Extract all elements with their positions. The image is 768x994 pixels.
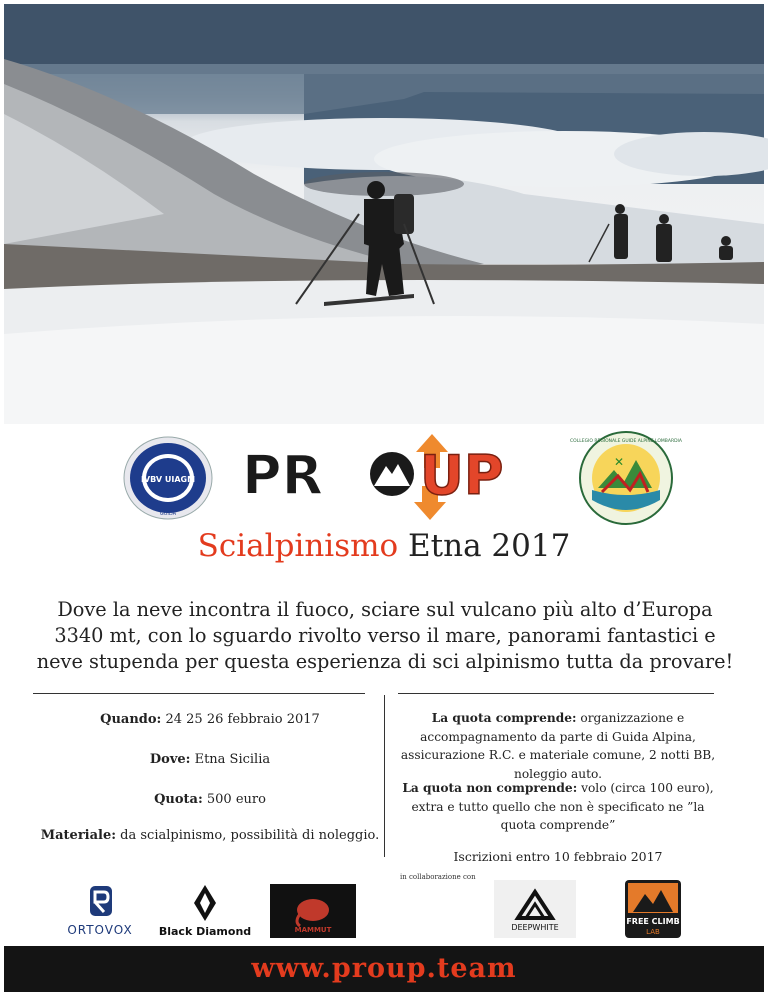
iscrizioni-deadline: Iscrizioni entro 10 febbraio 2017 <box>453 849 663 864</box>
comprende-label: La quota comprende: <box>431 711 577 725</box>
collegio-guide-alpine-logo <box>570 430 682 526</box>
free-climb-lab-logo <box>625 880 681 938</box>
divider-vertical <box>384 695 385 857</box>
quota-value: 500 euro <box>202 792 266 807</box>
quota-info <box>40 792 380 807</box>
materiale-label: Materiale: <box>40 828 117 843</box>
footer-bar <box>4 946 764 992</box>
mammut-text: MAMMUT <box>294 926 332 934</box>
collaborazione-label: in collaborazione con <box>400 873 476 881</box>
title-part1: Scialpinismo <box>197 528 399 564</box>
divider-right <box>398 693 714 694</box>
dove-info <box>40 752 380 767</box>
svg-text:✕: ✕ <box>614 455 625 469</box>
collegio-text: COLLEGIO REGIONALE GUIDE ALPINE LOMBARDIA <box>570 439 682 444</box>
ivbv-small-text: GUIDA <box>159 511 177 517</box>
divider-left <box>33 693 365 694</box>
materiale-value: da scialpinismo, possibilità di noleggio. <box>116 828 380 843</box>
black-diamond-logo <box>160 883 250 939</box>
materiale-info <box>40 828 380 843</box>
deepwhite-text: DEEPWHITE <box>511 923 559 932</box>
hero-photo <box>4 4 764 424</box>
proup-logo <box>240 428 540 524</box>
mammut-logo <box>270 884 356 938</box>
proup-up-text: UP <box>420 444 504 507</box>
quando-label: Quando: <box>100 712 162 727</box>
dove-label: Dove: <box>149 752 191 767</box>
dove-value: Etna Sicilia <box>190 752 271 767</box>
deepwhite-logo <box>494 880 576 938</box>
comprende-text: organizzazione e accompagnamento da parte di Guida Alpina, assicurazione R.C. e materiale comune, 2 notti BB, noleggio auto. <box>400 711 716 781</box>
quota-non-comprende <box>398 779 718 835</box>
freeclimb-sub-text: LAB <box>646 928 660 936</box>
intro-paragraph: Dove la neve incontra il fuoco, sciare sul vulcano più alto d’Europa 3340 mt, con lo sguardo rivolto verso il mare, panorami fantastici e neve stupenda per questa esperienza di sci alpinismo tutta da provare! <box>36 598 734 673</box>
ortovox-logo <box>52 884 148 940</box>
quota-label: Quota: <box>154 792 203 807</box>
black-diamond-text: Black Diamond <box>158 925 252 938</box>
website-link[interactable]: www.proup.team <box>251 953 517 984</box>
quota-comprende <box>398 709 718 783</box>
quando-info <box>40 712 380 727</box>
ortovox-text: ORTOVOX <box>67 923 133 937</box>
ski-mountaineering-scene <box>4 4 764 424</box>
proup-pro-text: PR <box>242 444 324 507</box>
non-comprende-label: La quota non comprende: <box>402 781 578 795</box>
non-comprende-text: volo (circa 100 euro), extra e tutto quello che non è specificato ne ”la quota comprende” <box>411 781 714 832</box>
title-part2: Etna 2017 <box>398 528 571 564</box>
ivbv-uiagm-logo <box>122 435 214 521</box>
page-title <box>0 528 768 564</box>
ivbv-text: IVBV UIAGM <box>140 475 196 484</box>
quando-value: 24 25 26 febbraio 2017 <box>161 712 320 727</box>
freeclimb-text: FREE CLIMB <box>626 917 680 926</box>
